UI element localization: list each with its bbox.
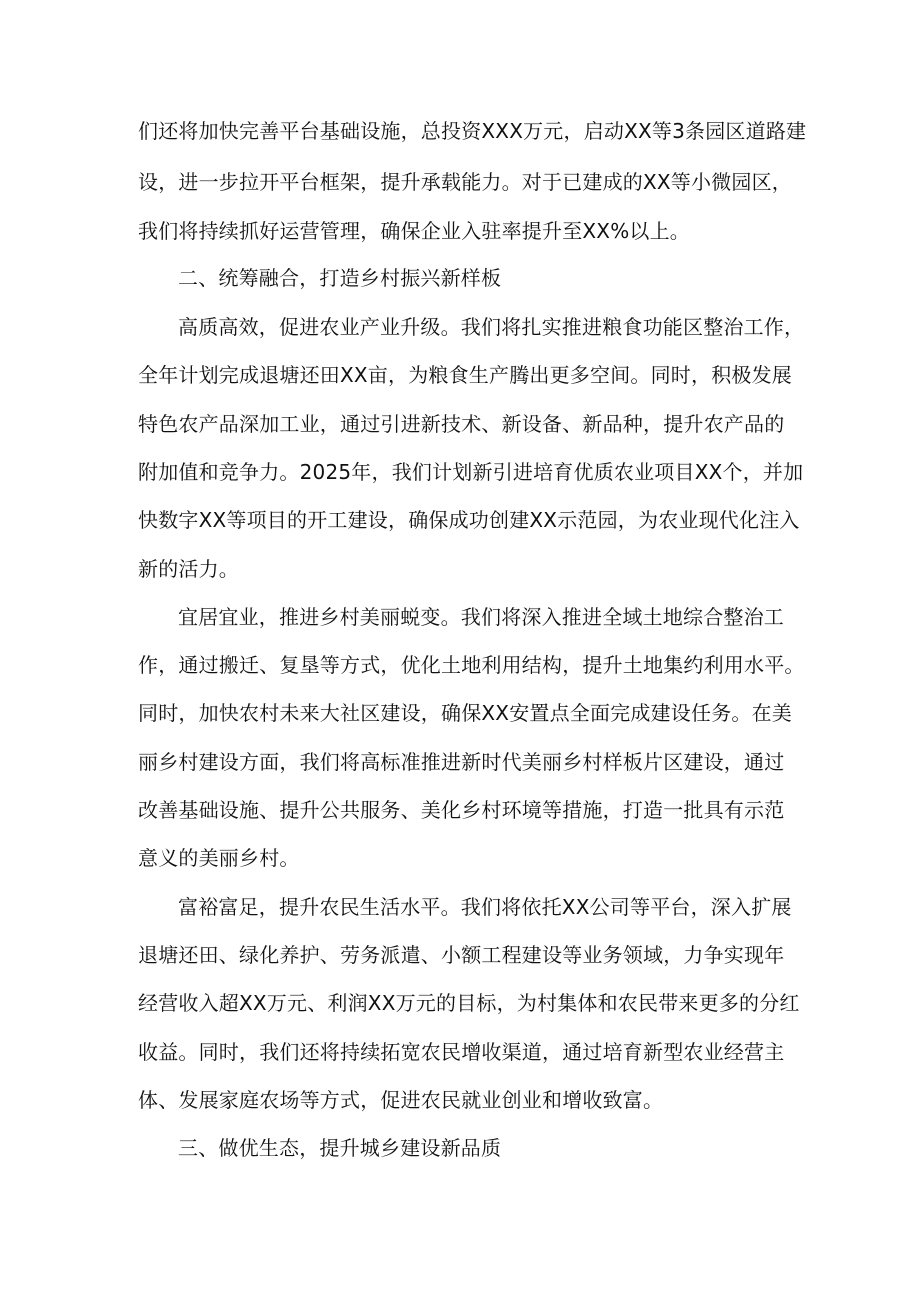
paragraph-line: 意义的美丽乡村。	[138, 846, 300, 870]
paragraph-line: 特色农产品深加工业，通过引进新技术、新设备、新品种，提升农产品的	[138, 412, 785, 436]
paragraph-line: 宜居宜业，推进乡村美丽蜕变。我们将深入推进全域土地综合整治工	[178, 605, 784, 629]
paragraph-line: 高质高效，促进农业产业升级。我们将扎实推进粮食功能区整治工作，	[178, 315, 805, 339]
paragraph-line: 改善基础设施、提升公共服务、美化乡村环境等措施，打造一批具有示范	[138, 798, 785, 822]
paragraph-line: 快数字XX等项目的开工建设，确保成功创建XX示范园，为农业现代化注入	[138, 508, 800, 532]
section-heading: 三、做优生态，提升城乡建设新品质	[178, 1136, 502, 1160]
paragraph-line: 富裕富足，提升农民生活水平。我们将依托XX公司等平台，深入扩展	[178, 895, 792, 919]
paragraph-line: 经营收入超XX万元、利润XX万元的目标，为村集体和农民带来更多的分红	[138, 991, 800, 1015]
paragraph-line: 我们将持续抓好运营管理，确保企业入驻率提升至XX%以上。	[138, 219, 691, 243]
paragraph-line: 设，进一步拉开平台框架，提升承载能力。对于已建成的XX等小微园区，	[138, 170, 793, 194]
paragraph-line: 全年计划完成退塘还田XX亩，为粮食生产腾出更多空间。同时，积极发展	[138, 363, 793, 387]
paragraph-line: 附加值和竞争力。2025年，我们计划新引进培育优质农业项目XX个，并加	[138, 460, 804, 484]
paragraph-line: 体、发展家庭农场等方式，促进农民就业创业和增收致富。	[138, 1088, 664, 1112]
section-heading: 二、统筹融合，打造乡村振兴新样板	[178, 266, 502, 290]
paragraph-line: 收益。同时，我们还将持续拓宽农民增收渠道，通过培育新型农业经营主	[138, 1040, 785, 1064]
paragraph-line: 新的活力。	[138, 557, 239, 581]
paragraph-line: 作，通过搬迁、复垦等方式，优化土地利用结构，提升土地集约利用水平。	[138, 653, 805, 677]
paragraph-line: 退塘还田、绿化养护、劳务派遣、小额工程建设等业务领域，力争实现年	[138, 943, 785, 967]
paragraph-line: 丽乡村建设方面，我们将高标准推进新时代美丽乡村样板片区建设，通过	[138, 750, 785, 774]
paragraph-line: 同时，加快农村未来大社区建设，确保XX安置点全面完成建设任务。在美	[138, 701, 793, 725]
paragraph-line: 们还将加快完善平台基础设施，总投资XXX万元，启动XX等3条园区道路建	[138, 119, 807, 143]
